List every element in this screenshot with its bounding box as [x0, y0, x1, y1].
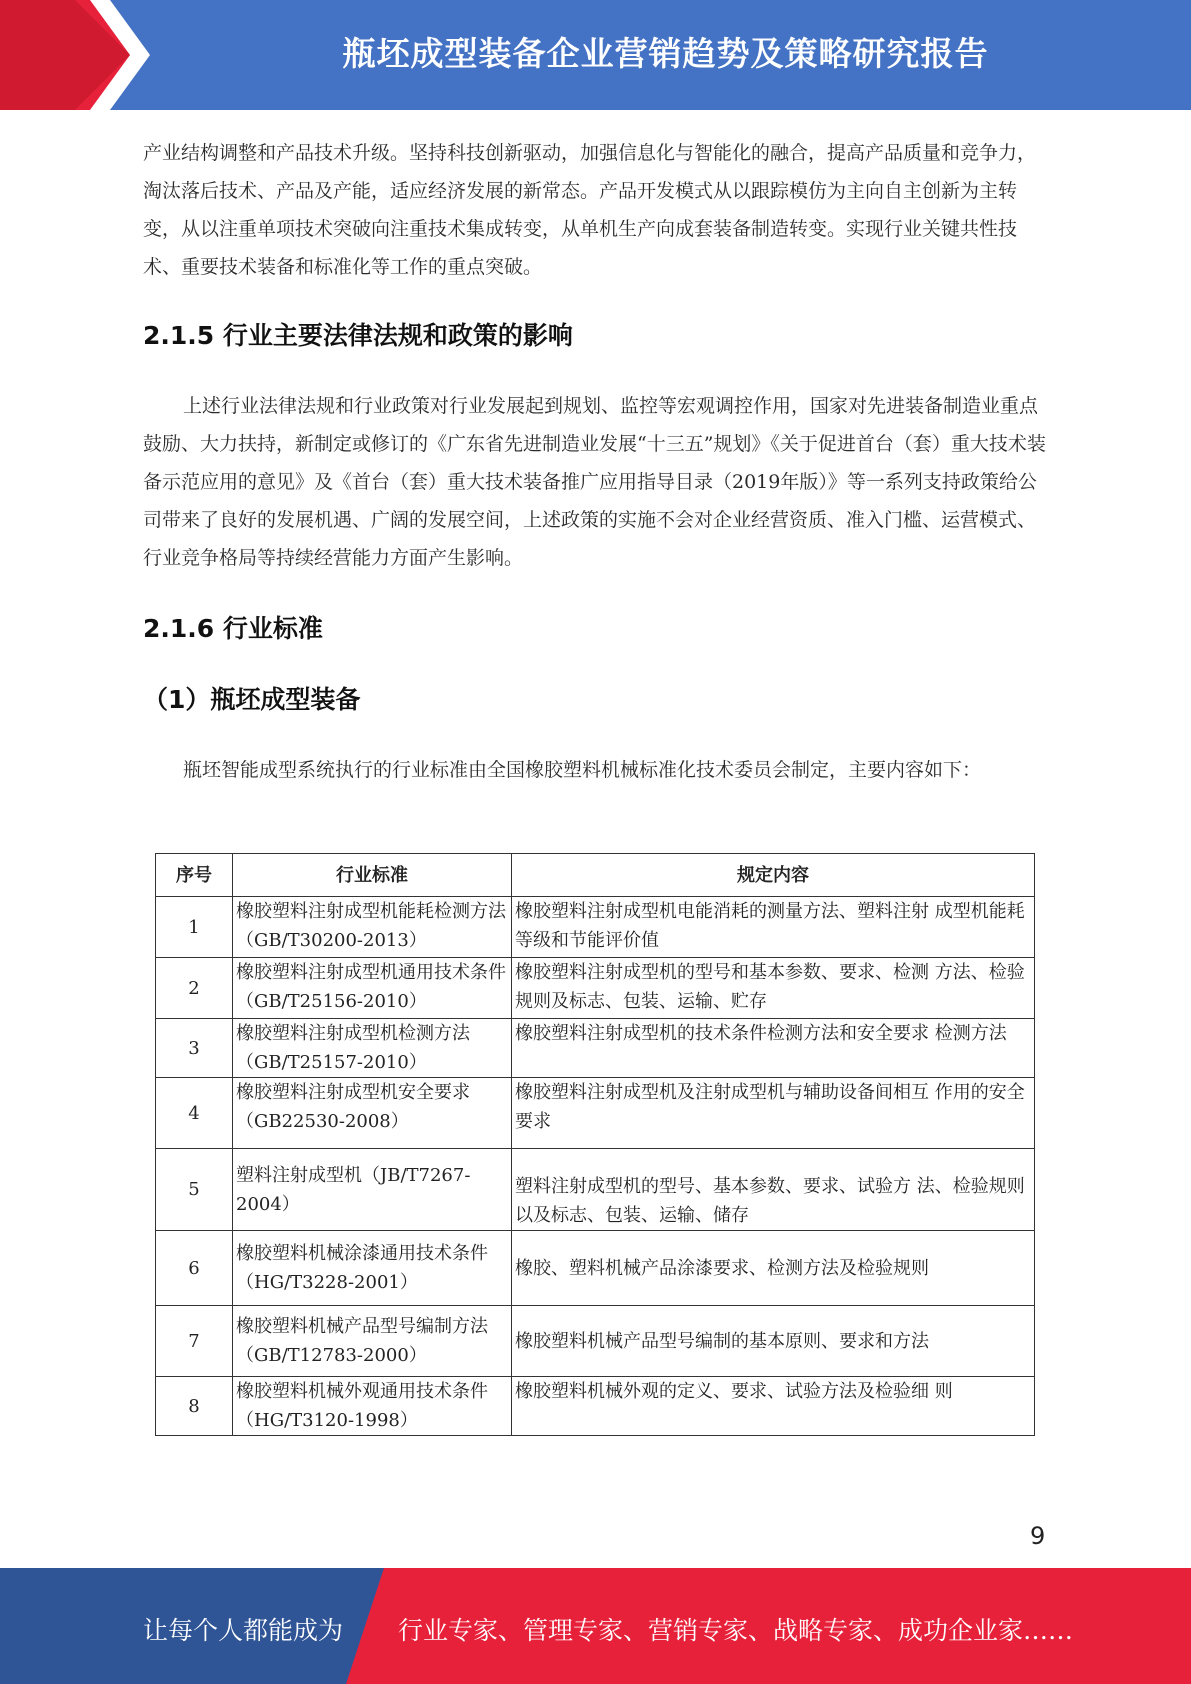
row-content: 橡胶塑料注射成型机的型号和基本参数、要求、检测 方法、检验规则及标志、包装、运输、贮存 [512, 958, 1035, 1019]
row-number: 7 [156, 1306, 233, 1377]
section-2-1-6-paragraph: 瓶坯智能成型系统执行的行业标准由全国橡胶塑料机械标准化技术委员会制定，主要内容如下： [183, 759, 982, 781]
row-number: 3 [156, 1019, 233, 1078]
report-title: 瓶坯成型装备企业营销趋势及策略研究报告 [342, 34, 989, 73]
col-header-no: 序号 [156, 854, 233, 897]
row-number: 2 [156, 958, 233, 1019]
row-content: 橡胶塑料注射成型机电能消耗的测量方法、塑料注射 成型机能耗等级和节能评价值 [512, 897, 1035, 958]
row-content: 塑料注射成型机的型号、基本参数、要求、试验方 法、检验规则以及标志、包装、运输、储存 [512, 1149, 1035, 1231]
col-header-standard: 行业标准 [233, 854, 512, 897]
row-number: 1 [156, 897, 233, 958]
table-row [156, 1231, 1035, 1306]
page-footer [0, 1568, 1191, 1684]
footer-slogan-right: 行业专家、管理专家、营销专家、战略专家、成功企业家…… [398, 1616, 1074, 1645]
row-standard: 橡胶塑料注射成型机安全要求（GB22530-2008） [233, 1078, 512, 1149]
page-header [0, 0, 1191, 110]
subsection-heading: （1）瓶坯成型装备 [143, 685, 361, 714]
row-standard: 橡胶塑料机械外观通用技术条件（HG/T3120-1998） [233, 1377, 512, 1436]
section-heading-2-1-6: 2.1.6 行业标准 [143, 614, 323, 643]
row-content: 橡胶、塑料机械产品涂漆要求、检测方法及检验规则 [512, 1231, 1035, 1306]
row-standard: 橡胶塑料注射成型机检测方法（GB/T25157-2010） [233, 1019, 512, 1078]
row-content: 橡胶塑料注射成型机及注射成型机与辅助设备间相互 作用的安全要求 [512, 1078, 1035, 1149]
intro-paragraph: 产业结构调整和产品技术升级。坚持科技创新驱动，加强信息化与智能化的融合，提高产品质量和竞争力，淘汰落后技术、产品及产能，适应经济发展的新常态。产品开发模式从以跟踪模仿为主向自主创新为主转变，从以注重单项技术突破向注重技术集成转变，从单机生产向成套装备制造转变。实现行业关键共性技术、重要技术装备和标准化等工作的重点突破。 [143, 142, 1037, 278]
industry-standards-table [155, 853, 1035, 1436]
col-header-content: 规定内容 [512, 854, 1035, 897]
row-content: 橡胶塑料注射成型机的技术条件检测方法和安全要求 检测方法 [512, 1019, 1035, 1078]
section-heading-2-1-5: 2.1.5 行业主要法律法规和政策的影响 [143, 321, 573, 350]
row-standard: 橡胶塑料机械产品型号编制方法（GB/T12783-2000） [233, 1306, 512, 1377]
table-row [156, 1078, 1035, 1149]
table-row [156, 1149, 1035, 1231]
row-standard: 橡胶塑料注射成型机通用技术条件（GB/T25156-2010） [233, 958, 512, 1019]
row-content: 橡胶塑料机械外观的定义、要求、试验方法及检验细 则 [512, 1377, 1035, 1436]
row-standard: 橡胶塑料机械涂漆通用技术条件（HG/T3228-2001） [233, 1231, 512, 1306]
section-2-1-5-paragraph: 上述行业法律法规和行业政策对行业发展起到规划、监控等宏观调控作用，国家对先进装备制造业重点鼓励、大力扶持，新制定或修订的《广东省先进制造业发展“十三五”规划》《关于促进首台（套）重大技术装备示范应用的意见》及《首台（套）重大技术装备推广应用指导目录（2019年版）》等一系列支持政策给公司带来了良好的发展机遇、广阔的发展空间，上述政策的实施不会对企业经营资质、准入门槛、运营模式、行业竞争格局等持续经营能力方面产生影响。 [143, 395, 1046, 569]
row-number: 6 [156, 1231, 233, 1306]
table-row [156, 958, 1035, 1019]
table-row [156, 1306, 1035, 1377]
row-number: 4 [156, 1078, 233, 1149]
page-number: 9 [1030, 1522, 1046, 1550]
table-row [156, 1019, 1035, 1078]
row-content: 橡胶塑料机械产品型号编制的基本原则、要求和方法 [512, 1306, 1035, 1377]
row-standard: 橡胶塑料注射成型机能耗检测方法（GB/T30200-2013） [233, 897, 512, 958]
row-number: 5 [156, 1149, 233, 1231]
footer-slogan-left: 让每个人都能成为 [143, 1616, 344, 1645]
table-row [156, 897, 1035, 958]
table-header-row [156, 854, 1035, 897]
row-number: 8 [156, 1377, 233, 1436]
table-row [156, 1377, 1035, 1436]
row-standard: 塑料注射成型机（JB/T7267-2004） [233, 1149, 512, 1231]
